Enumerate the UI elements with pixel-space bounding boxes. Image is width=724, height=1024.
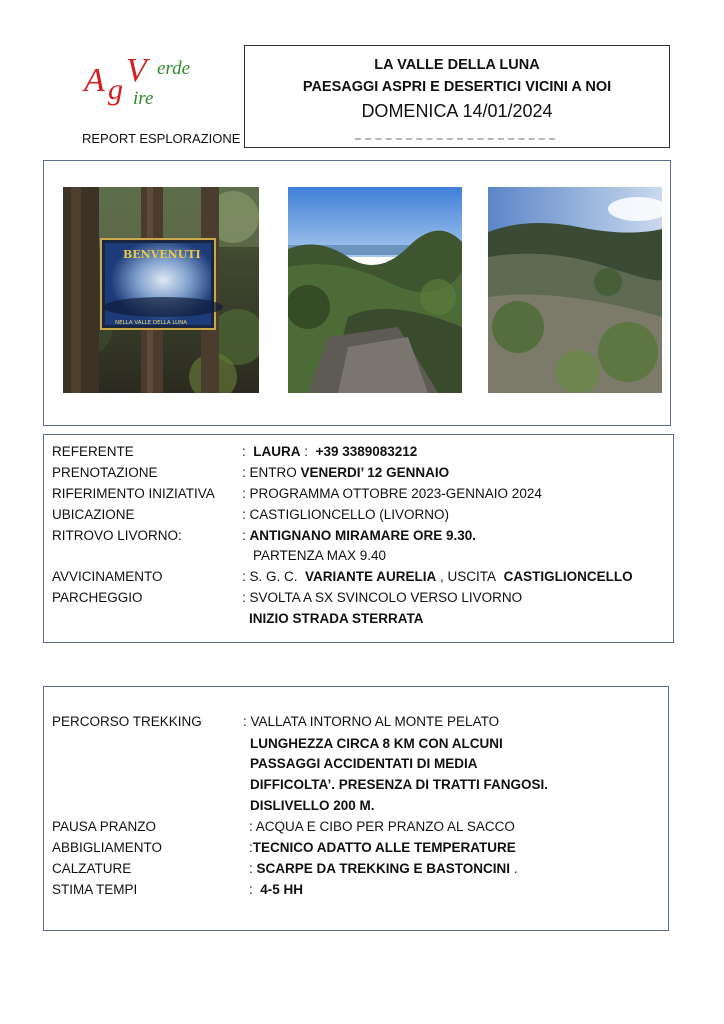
title-box xyxy=(244,45,670,148)
parcheggio-label: PARCHEGGIO xyxy=(52,590,143,605)
title-line-2: PAESAGGI ASPRI E DESERTICI VICINI A NOI xyxy=(302,79,612,95)
percorso-line-2: PASSAGGI ACCIDENTATI DI MEDIA xyxy=(250,756,478,771)
photo-hillside xyxy=(488,187,662,393)
percorso-line-4: DISLIVELLO 200 M. xyxy=(250,798,375,813)
photo-valley-sea xyxy=(288,187,462,393)
agv-logo xyxy=(80,52,210,122)
abbigliamento-value: :TECNICO ADATTO ALLE TEMPERATURE xyxy=(249,840,516,855)
parcheggio-value: : SVOLTA A SX SVINCOLO VERSO LIVORNO xyxy=(242,590,523,605)
event-date: DOMENICA 14/01/2024 xyxy=(361,101,553,121)
percorso-line-1: LUNGHEZZA CIRCA 8 KM CON ALCUNI xyxy=(250,736,503,751)
photo-welcome-sign xyxy=(63,187,259,393)
prenotazione-value: : ENTRO VENERDI’ 12 GENNAIO xyxy=(242,465,450,480)
referente-phone: +39 3389083212 xyxy=(315,444,418,459)
percorso-value: : VALLATA INTORNO AL MONTE PELATO xyxy=(243,714,500,729)
tempi-value: : 4-5 HH xyxy=(249,882,304,897)
ritrovo-label: RITROVO LIVORNO: xyxy=(52,528,182,543)
calzature-value: : SCARPE DA TREKKING E BASTONCINI . xyxy=(249,861,518,876)
title-line-1: LA VALLE DELLA LUNA xyxy=(374,57,540,73)
sign-title-text: BENVENUTI xyxy=(123,248,201,261)
riferimento-label: RIFERIMENTO INIZIATIVA xyxy=(52,486,215,501)
logo-text-ire: ire xyxy=(133,88,154,109)
tempi-label: STIMA TEMPI xyxy=(52,882,138,897)
riferimento-value: : PROGRAMMA OTTOBRE 2023-GENNAIO 2024 xyxy=(242,486,542,501)
percorso-line-3: DIFFICOLTA’. PRESENZA DI TRATTI FANGOSI. xyxy=(250,777,548,792)
ubicazione-value: : CASTIGLIONCELLO (LIVORNO) xyxy=(242,507,450,522)
cut-off-text-line xyxy=(355,138,555,146)
referente-label: REFERENTE xyxy=(52,444,134,459)
report-label: REPORT ESPLORAZIONE xyxy=(82,131,241,146)
calzature-label: CALZATURE xyxy=(52,861,132,876)
logo-text-erde: erde xyxy=(157,58,191,79)
avvicinamento-label: AVVICINAMENTO xyxy=(52,569,163,584)
referente-value: : LAURA : +39 3389083212 xyxy=(242,444,418,459)
pausa-value: : ACQUA E CIBO PER PRANZO AL SACCO xyxy=(249,819,515,834)
abbigliamento-label: ABBIGLIAMENTO xyxy=(52,840,163,855)
prenotazione-label: PRENOTAZIONE xyxy=(52,465,158,480)
pausa-label: PAUSA PRANZO xyxy=(52,819,157,834)
logo-letter-g: g xyxy=(108,73,123,106)
ritrovo-value: : ANTIGNANO MIRAMARE ORE 9.30. xyxy=(242,528,477,543)
ritrovo-partenza: PARTENZA MAX 9.40 xyxy=(253,548,387,563)
sign-subtitle-text: NELLA VALLE DELLA LUNA xyxy=(115,320,188,326)
parcheggio-line2: INIZIO STRADA STERRATA xyxy=(249,611,424,626)
ubicazione-label: UBICAZIONE xyxy=(52,507,135,522)
logo-letter-v: V xyxy=(126,52,147,89)
avvicinamento-value: : S. G. C. VARIANTE AURELIA , USCITA CASTIGLIONCELLO xyxy=(242,569,633,584)
logo-letter-a: A xyxy=(84,62,105,99)
percorso-label: PERCORSO TREKKING xyxy=(52,714,202,729)
referente-name: LAURA xyxy=(253,444,301,459)
